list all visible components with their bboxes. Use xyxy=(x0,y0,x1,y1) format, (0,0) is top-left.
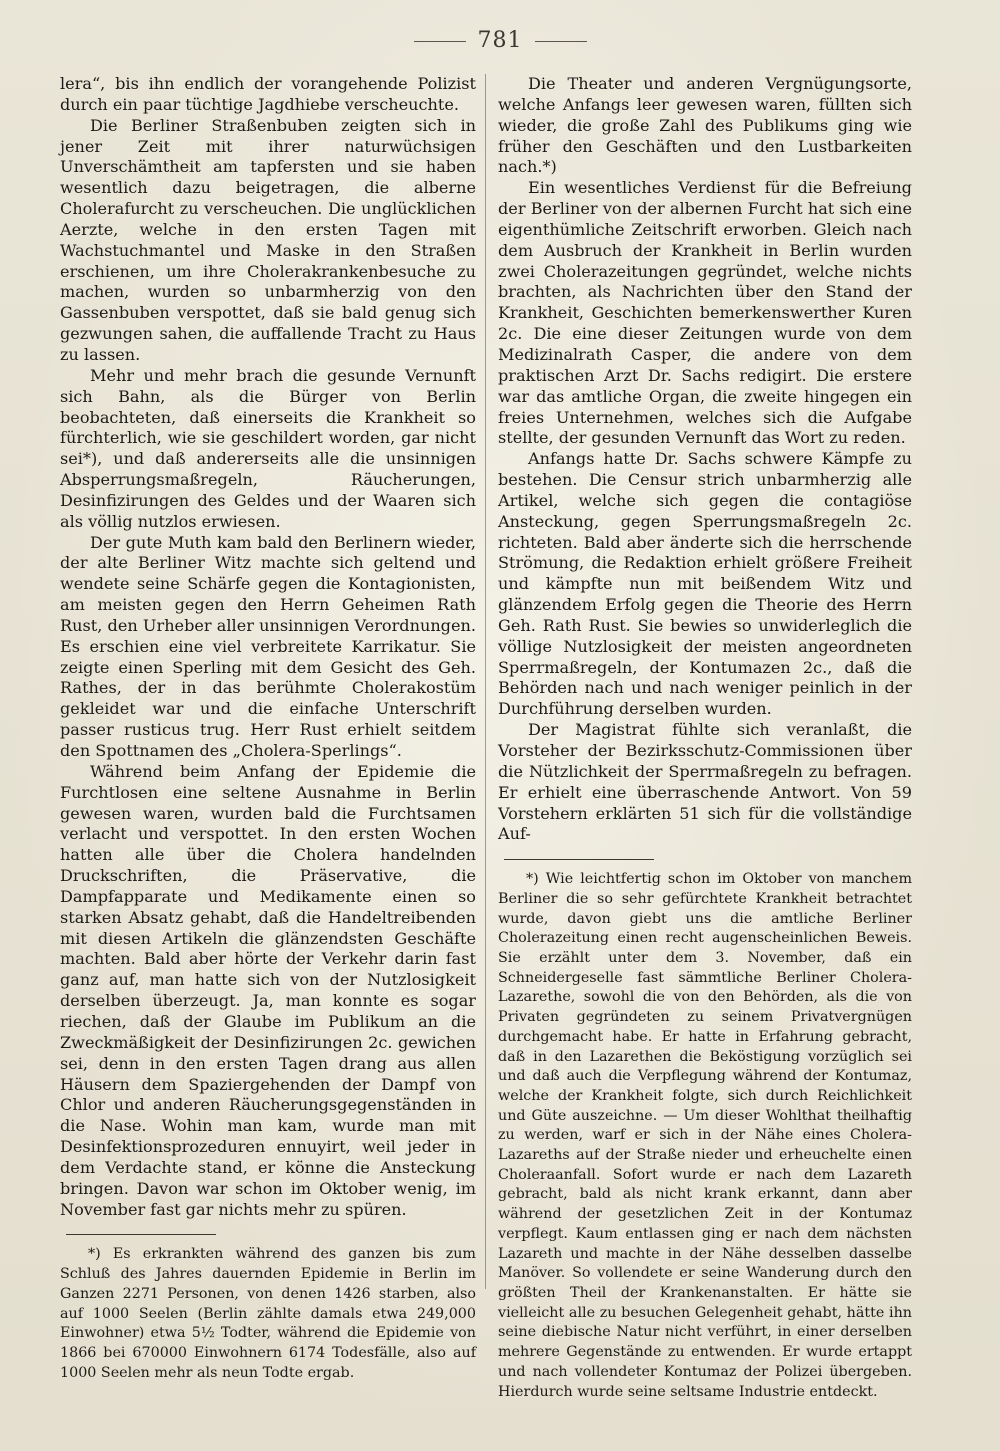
paragraph: lera“, bis ihn endlich der vorangehende Polizist durch ein paar tüchtige Jagdhiebe verscheuchte. xyxy=(60,74,476,114)
header-rule-left xyxy=(414,41,466,42)
paragraph: Die Berliner Straßenbuben zeigten sich in jener Zeit mit ihrer naturwüchsigen Unverschämtheit am tapfersten und sie haben wesentlich dazu beigetragen, die alberne Cholerafurcht zu verscheuchen. Die unglücklichen Aerzte, welche in den ersten Tagen mit Wachstuchmantel und Maske in den Straßen erschienen, um ihre Cholerakrankenbesuche zu machen, wurden so unbarmherzig von den Gassenbuben verspottet, daß sie bald genug sich gezwungen sahen, die auffallende Tracht zu Haus zu lassen. xyxy=(60,115,476,364)
header-rule-right xyxy=(535,41,587,42)
paragraph: Während beim Anfang der Epidemie die Furchtlosen eine seltene Ausnahme in Berlin gewesen waren, wurden bald die Furchtsamen verlacht und verspottet. In den ersten Wochen hatten alle über die Cholera handelnden Druckschriften, die Präservative, die Dampfapparate und Medikamente einen so starken Absatz gehabt, daß die Handeltreibenden mit diesen Artikeln die glänzendsten Geschäfte machten. Bald aber hörte der Verkehr darin fast ganz auf, man hatte sich von der Nutzlosigkeit derselben überzeugt. Ja, man konnte es sogar riechen, daß der Glaube im Publikum an die Zweckmäßigkeit der Desinfizirungen 2c. gewichen sei, denn in den ersten Tagen drang aus allen Häusern dem Spaziergehenden der Dampf von Chlor und anderen Räucherungsgegenständen in die Nase. Wohin man kam, wurde man mit Desinfektionsprozeduren ennuyirt, weil jeder in dem Verdachte stand, er könne die Ansteckung bringen. Davon war schon im Oktober wenig, im November fast gar nichts mehr zu spüren. xyxy=(60,761,476,1219)
left-column xyxy=(60,74,476,1383)
paragraph: Ein wesentliches Verdienst für die Befreiung der Berliner von der albernen Furcht hat sich eine eigenthümliche Zeitschrift erworben. Gleich nach dem Ausbruch der Krankheit in Berlin wurden zwei Cholerazeitungen gegründet, welche nichts brachten, als Nachrichten über den Stand der Krankheit, Geschichten bemerkenswerther Kuren 2c. Die eine dieser Zeitungen wurde von dem Medizinalrath Casper, die andere von dem praktischen Arzt Dr. Sachs redigirt. Die erstere war das amtliche Organ, die zweite hingegen ein freies Unternehmen, welches sich die Aufgabe stellte, der gesunden Vernunft das Wort zu reden. xyxy=(498,178,912,448)
footnote: *) Es erkrankten während des ganzen bis zum Schluß des Jahres dauernden Epidemie in Berlin im Ganzen 2271 Personen, von denen 1426 starben, also auf 1000 Seelen (Berlin zählte damals etwa 249,000 Einwohner) etwa 5½ Todter, während die Epidemie von 1866 bei 670000 Einwohnern 6174 Todesfälle, also auf 1000 Seelen mehr als neun Todte ergab. xyxy=(60,1246,476,1381)
footnote-rule xyxy=(504,859,654,860)
paragraph: Mehr und mehr brach die gesunde Vernunft sich Bahn, als die Bürger von Berlin beobachteten, daß einerseits die Krankheit so fürchterlich, wie sie geschildert worden, gar nicht sei*), und daß andererseits alle die unsinnigen Absperrungsmaßregeln, Räucherungen, Desinfizirungen des Geldes und der Waaren sich als völlig nutzlos erwiesen. xyxy=(60,365,476,531)
paragraph: Der Magistrat fühlte sich veranlaßt, die Vorsteher der Bezirksschutz-Commissionen über die Nützlichkeit der Sperrmaßregeln zu befragen. Er erhielt eine überraschende Antwort. Von 59 Vorstehern erklärten 51 sich für die vollständige Auf- xyxy=(498,720,912,844)
paragraph: Anfangs hatte Dr. Sachs schwere Kämpfe zu bestehen. Die Censur strich unbarmherzig alle Artikel, welche sich gegen die contagiöse Ansteckung, gegen Sperrungsmaßregeln 2c. richteten. Bald aber änderte sich die herrschende Strömung, die Redaktion erhielt größere Freiheit und kämpfte nun mit beißendem Witz und glänzendem Erfolg gegen die Theorie des Herrn Geh. Rath Rust. Sie bewies so unwiderleglich die völlige Nutzlosigkeit der meisten angeordneten Sperrmaßregeln, der Kontumazen 2c., daß die Behörden nach und nach weniger peinlich in der Durchführung derselben wurden. xyxy=(498,449,912,719)
footnote: *) Wie leichtfertig schon im Oktober von manchem Berliner die so sehr gefürchtete Krankheit betrachtet wurde, davon giebt uns die amtliche Berliner Cholerazeitung einen recht augenscheinlichen Beweis. Sie erzählt unter dem 3. November, daß ein Schneidergeselle fast sämmtliche Berliner Cholera-Lazarethe, sowohl die von den Behörden, als die von Privaten gegründeten zu seinem Privatvergnügen durchgemacht habe. Er hatte in Erfahrung gebracht, daß in den Lazarethen die Beköstigung vorzüglich sei und daß auch die Verpflegung während der Kontumaz, welche der Krankheit folgte, sich durch Reichlichkeit und Güte auszeichne. — Um dieser Wohlthat theilhaftig zu werden, warf er sich in der Nähe eines Cholera-Lazareths auf der Straße nieder und erheuchelte einen Choleraanfall. Sofort wurde er nach dem Lazareth gebracht, bald als nicht krank erkannt, dann aber während der gesetzlichen Zeit in der Kontumaz verpflegt. Kaum entlassen ging er nach dem nächsten Lazareth und machte in der Nähe desselben dasselbe Manöver. So vollendete er seine Wanderung durch den größten Theil der Krankenanstalten. Er hätte sie vielleicht alle zu besuchen Gelegenheit gehabt, hätte ihn seine diebische Natur nicht verführt, in einer derselben mehrere Gegenstände zu entwenden. Er wurde ertappt und nach vollendeter Kontumaz der Polizei übergeben. Hierdurch wurde seine seltsame Industrie entdeckt. xyxy=(498,871,912,1400)
column-divider xyxy=(485,74,486,1289)
page-number: 781 xyxy=(477,28,523,53)
right-column xyxy=(498,74,912,1402)
paragraph: Der gute Muth kam bald den Berlinern wieder, der alte Berliner Witz machte sich geltend und wendete seine Schärfe gegen die Kontagionisten, am meisten gegen den Herrn Geheimen Rath Rust, den Urheber aller unsinnigen Verordnungen. Es erschien eine viel verbreitete Karrikatur. Sie zeigte einen Sperling mit dem Gesicht des Geh. Rathes, der in das berühmte Cholerakostüm gekleidet war und die einfache Unterschrift passer rusticus trug. Herr Rust erhielt seitdem den Spottnamen des „Cholera-Sperlings“. xyxy=(60,532,476,760)
footnote-rule xyxy=(66,1234,216,1235)
page-header xyxy=(0,28,1000,53)
paragraph: Die Theater und anderen Vergnügungsorte, welche Anfangs leer gewesen waren, füllten sich wieder, die große Zahl des Publikums ging wie früher den Geschäften und den Lustbarkeiten nach.*) xyxy=(498,74,912,177)
